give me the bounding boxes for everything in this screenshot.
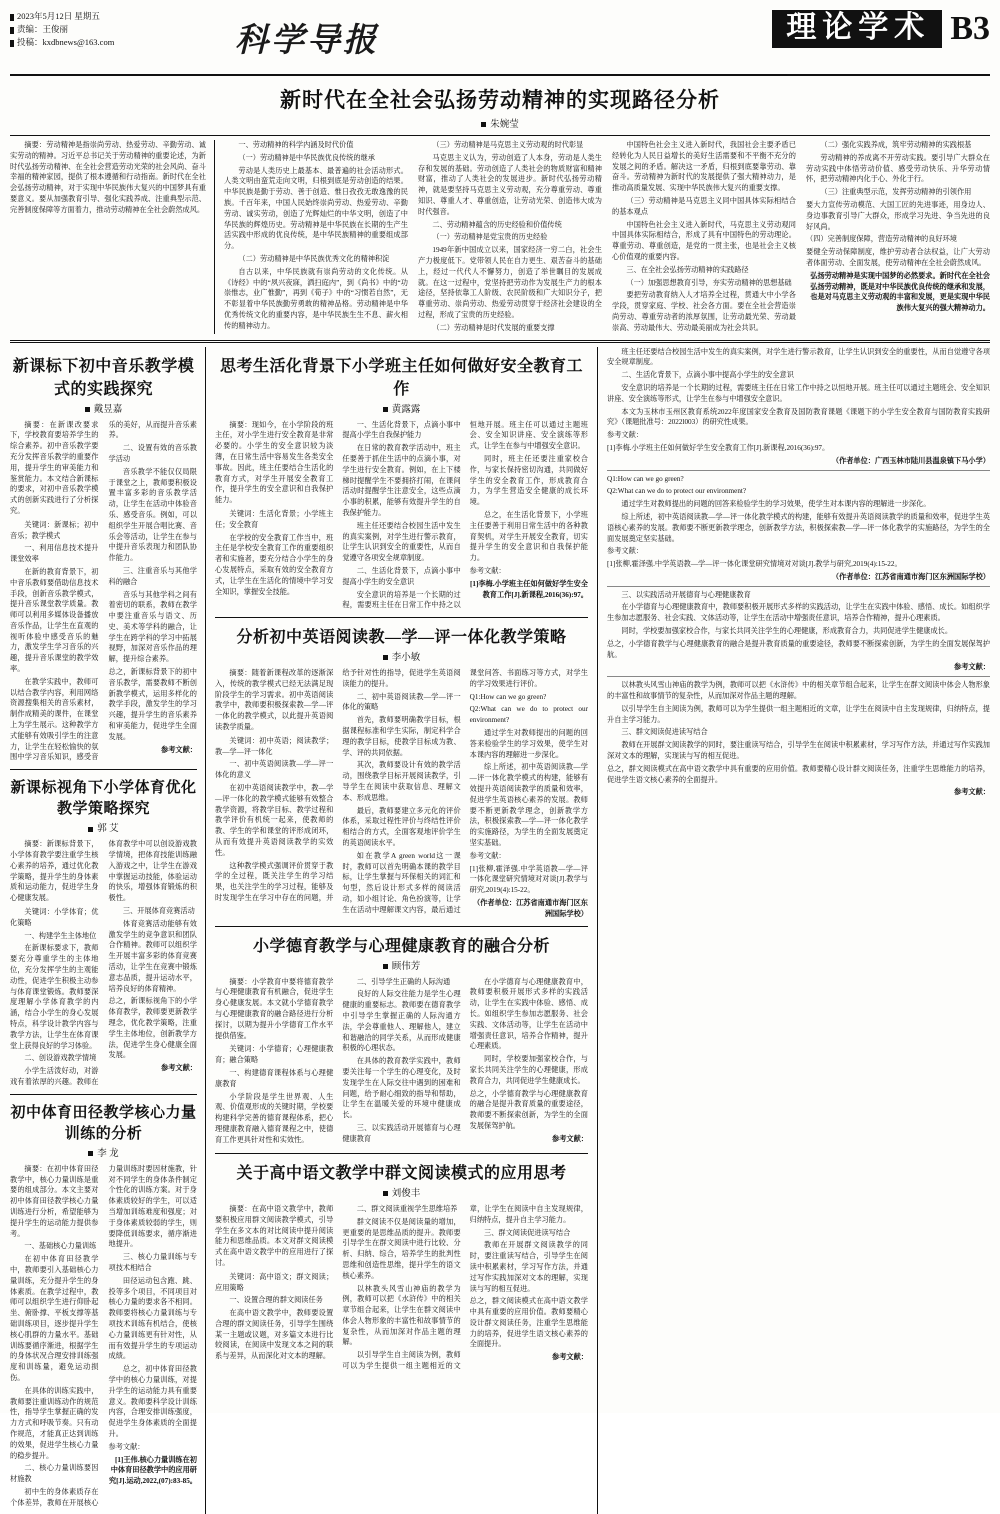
square-icon: [383, 407, 388, 412]
article-unit: 参考文献：: [552, 1134, 588, 1143]
article-title: 新课标视角下小学体育优化教学策略探究: [10, 780, 197, 818]
lead-p: 要把劳动教育纳入人才培养全过程，贯通大中小学各学段，贯穿家庭、学校、社会各方面。要在全社会营造崇尚劳动、尊重劳动者的浓厚氛围，让劳动最光荣、劳动最崇高、劳动最伟大、劳动最美丽成为社会共识。: [612, 291, 796, 332]
lead-p: （二）强化实践养成，筑牢劳动精神的实践根基: [820, 141, 972, 149]
lead-abstract-text: 摘要：劳动精神是指崇尚劳动、热爱劳动、辛勤劳动、诚实劳动的精神。习近平总书记关于劳动精神的重要论述，为新时代弘扬劳动精神、在全社会营造劳动光荣的社会风尚、奋斗幸福的精神家园，提供了根本遵循和行动指南。新时代在全社会弘扬劳动精神，对于实现中华民族伟大复兴的中国梦具有重要意义。要从加强教育引导、强化实践养成、注重典型示范、完善制度保障等方面着力，推动劳动精神在全社会蔚然成风。: [10, 141, 206, 214]
article-title: 新课标下初中音乐教学模式的实践探究: [12, 357, 195, 398]
article-p: 班主任还要结合校园生活中发生的真实案例，对学生进行警示教育，让学生认识到安全的重要性，从而自觉遵守各项安全规章制度。: [342, 521, 461, 563]
lead-p: 劳动精神的养成离不开劳动实践。要引导广大群众在劳动实践中体悟劳动价值、感受劳动快乐、升华劳动情怀，把劳动精神内化于心、外化于行。: [806, 153, 990, 184]
article-abstract: 摘要：新课标背景下，小学体育教学要注重学生核心素养的培养，通过优化教学策略，提升学生的身体素质和运动能力，促进学生身心健康发展。: [10, 840, 99, 903]
article-keywords: 关键词：高中语文；群文阅读；应用策略: [215, 1272, 334, 1292]
overflow-p: 综上所述，初中英语阅读教—学—评一体化教学模式的构建，能够有效提升英语阅读教学的质量和效率，促进学生英语核心素养的发展。教师要不断更新教学理念，创新教学方法，积极探索教—学—评一体化教学的实施路径，为学生的全面发展奠定坚实基础。: [607, 512, 990, 543]
article-p: 良好的人际交往能力是学生心理健康的重要标志。教师要在德育教学中引导学生掌握正确的人际沟通方法，学会尊重他人、理解他人，建立和谐融洽的同学关系，从而形成健康积极的心理状态。: [342, 990, 461, 1053]
lead-p: （一）加强思想教育引导，夯实劳动精神的思想基础: [626, 278, 792, 287]
lead-article-byline: [10, 116, 990, 130]
article-reference: [1]李梅.小学班主任如何做好学生安全教育工作[J].新课程,2016(36):97。: [607, 443, 830, 452]
article-body: [215, 977, 588, 1147]
square-icon: [383, 655, 388, 660]
paper-name: 科学导报: [235, 23, 379, 59]
lead-article-title: 新时代在全社会弘扬劳动精神的实现路径分析: [280, 88, 720, 112]
overflow-p: 同时，学校要加强家校合作，与家长共同关注学生的心理健康，形成教育合力，共同促进学生健康成长。: [621, 627, 953, 636]
article-p: 总之，初中体育田径教学中的核心力量训练，对提升学生的运动能力具有重要意义。教师要科学设计训练内容，合理安排训练强度，促进学生身体素质的全面提升。: [108, 1365, 197, 1438]
article-keywords: 关键词：新课标；初中音乐；教学模式: [10, 520, 99, 540]
article-p: 在具体的训练实践中，教师要注重训练动作的规范性，指导学生掌握正确的发力方式和呼吸节奏。只有动作规范，才能真正达到训练的效果，促进学生核心力量的稳步提升。: [10, 1386, 99, 1460]
article-abstract: 摘要：现如今，在小学阶段的班主任，对小学生进行安全教育是非常必要的。小学生的安全意识较为淡薄，在日常生活中容易发生各类安全事故。因此，班主任要结合生活化的教育方式，对学生开展安全教育工作，提升学生的安全意识和自我保护能力。: [215, 420, 334, 505]
lead-p: 一、劳动精神的科学内涵及时代价值: [238, 141, 354, 149]
section-badge: 理论学术: [772, 10, 942, 48]
article-reference: 参考文献：: [607, 547, 643, 556]
square-icon: [85, 407, 90, 412]
bullet-icon: [10, 14, 14, 21]
article-byline: [10, 1145, 197, 1159]
article-music: [10, 353, 197, 764]
article-byline: [215, 649, 588, 663]
lead-p: 三、在全社会弘扬劳动精神的实践路径: [626, 265, 749, 274]
article-unit: 参考文献：: [161, 1064, 197, 1073]
lead-body: [224, 140, 990, 334]
divider: [10, 340, 990, 343]
article-reference: 参考文献：: [108, 1442, 145, 1451]
article-unit: [1]王伟.核心力量训练在初中体育田径教学中的应用研究[J].运动,2022,(07):83-85。: [108, 1455, 197, 1486]
article-p: 一、生活化背景下，点滴小事中提高小学生自我保护能力: [342, 420, 461, 440]
article-byline: [215, 958, 588, 972]
article-title: 思考生活化背景下小学班主任如何做好安全教育工作: [219, 357, 583, 398]
overflow-question: Q2:What can we do to protect our environment?: [607, 487, 747, 496]
article-p: 在教学实践中，教师可以结合教学内容，利用网络资源搜集相关的音乐素材，制作成精美的课件，在课堂上为学生展示。这种教学方式能够有效吸引学生的注意力，让学生在轻松愉快的氛围中学习音乐知识，感受音乐的美好，从而提升音乐素养。: [10, 420, 197, 762]
article-p: 在具体的教育教学实践中，教师要关注每一个学生的心理变化，及时发现学生在人际交往中遇到的困难和问题，给予耐心细致的指导和帮助，让学生在温暖关爱的环境中健康成长。: [342, 1057, 461, 1120]
overflow-question: Q1:How can we go green?: [607, 474, 684, 483]
lead-reference: （四）完善制度保障，营造劳动精神的良好环境: [806, 235, 957, 244]
overflow-p: 教师在开展群文阅读教学的同时，要注重读写结合，引导学生在阅读中积累素材，学习写作方法，并通过写作实践加深对文本的理解，实现读与写的相互促进。: [607, 741, 990, 761]
article-p: 这种教学模式强调评价贯穿于教学的全过程，既关注学生的学习结果，也关注学生的学习过程，能够及时发现学生在学习中存在的问题，并给予针对性的指导，促进学生英语阅读能力的提升。: [215, 669, 461, 903]
article-p: 以引导学生自主阅读为例，教师可以为学生提供一组主题相近的文章，让学生在阅读中自主发现规律，归纳特点，提升自主学习能力。: [342, 1204, 588, 1371]
article-p: 体育竞赛活动能够有效激发学生的竞争意识和团队合作精神。教师可以组织学生开展丰富多彩的体育竞赛活动，让学生在竞赛中锻炼意志品质，提升运动水平，培养良好的体育精神。: [108, 919, 197, 993]
article-p: 综上所述，初中英语阅读教—学—评一体化教学模式的构建，能够有效提升英语阅读教学的质量和效率，促进学生英语核心素养的发展。教师要不断更新教学理念，创新教学方法，积极探索教—学—评一体化教学的实施路径，为学生的全面发展奠定坚实基础。: [469, 763, 588, 848]
masthead-info: [10, 8, 215, 50]
article-reference: 参考文献：: [607, 431, 643, 440]
article-byline: [10, 401, 197, 415]
masthead: [10, 8, 990, 76]
article-reference: 总之，小学德育教学与心理健康教育的融合是提升教育质量的重要途径，教师要不断探索创新，为学生的全面发展保驾护航。: [469, 1089, 588, 1130]
article-author: 顾伟芳: [391, 961, 421, 972]
article-author: 李小敏: [391, 653, 421, 664]
article-safety: [215, 353, 588, 612]
square-icon: [383, 964, 388, 969]
lead-p: 马克思主义认为，劳动创造了人本身，劳动是人类生存和发展的基础。劳动创造了人类社会的物质财富和精神财富，推动了人类社会的发展进步。新时代弘扬劳动精神，就是要坚持马克思主义劳动观，充分尊重劳动、尊重知识、尊重人才、尊重创造，让劳动光荣、创造伟大成为时代强音。: [418, 153, 602, 216]
article-p: 在日常的教育教学活动中，班主任要善于抓住生活中的点滴小事，对学生进行安全教育。例如，在上下楼梯时提醒学生不要拥挤打闹，在课间活动时提醒学生注意安全，这些点滴小事的积累，能够有效提升学生的自我保护能力。: [342, 444, 461, 517]
divider: [10, 769, 197, 770]
lead-article-author: 朱婉莹: [490, 120, 519, 130]
lead-p: （二）劳动精神是中华民族优秀文化的精神积淀: [238, 254, 390, 263]
lead-p: （一）劳动精神是中华民族优良传统的继承: [238, 153, 375, 162]
lead-p: （一）劳动精神是党宝贵的历史经验: [432, 233, 548, 242]
article-author: 黄露露: [391, 404, 421, 415]
article-unit: 参考文献：: [161, 745, 197, 754]
lead-unit: 弘扬劳动精神是实现中国梦的必然要求。新时代在全社会弘扬劳动精神，既是对中华民族优良传统的继承和发展，也是对马克思主义劳动观的丰富和发展，更是实现中华民族伟大复兴的强大精神动力。: [810, 271, 990, 313]
article-title: 分析初中英语阅读教—学—评一体化教学策略: [236, 629, 567, 647]
overflow-p: 安全意识的培养是一个长期的过程，需要班主任在日常工作中持之以恒地开展。班主任可以通过主题班会、安全知识讲座、安全演练等形式，让学生在参与中增强安全意识。: [607, 383, 990, 403]
article-p: 首先，教师要明确教学目标，根据课程标准和学生实际，制定科学合理的教学目标，使教学目标成为教、学、评的共同依据。: [342, 716, 461, 757]
article-title: 初中体育田径教学核心力量训练的分析: [10, 1104, 197, 1142]
lead-p: （三）注重典型示范，发挥劳动精神的引领作用: [820, 188, 972, 197]
article-p: 二、初中英语阅读教—学—评一体化的策略: [342, 692, 461, 712]
lead-abstract: [10, 140, 206, 216]
editor-name: 责编：王俊丽: [17, 24, 69, 35]
lead-reference: 要大力宣传劳动模范、大国工匠的先进事迹，用身边人、身边事教育引导广大群众，形成学习先进、争当先进的良好风尚。: [806, 200, 990, 231]
lead-p: 中国特色社会主义进入新时代，马克思主义劳动观同中国具体实际相结合，形成了具有中国特色的劳动理论。尊重劳动、尊重创造，是党的一贯主张，也是社会主义核心价值观的重要内容。: [612, 220, 796, 261]
article-p: 教师在开展群文阅读教学的同时，要注重读写结合，引导学生在阅读中积累素材，学习写作方法，并通过写作实践加深对文本的理解，实现读与写的相互促进。: [469, 1241, 588, 1293]
lead-p: 自古以来，中华民族就有崇尚劳动的文化传统。从《诗经》中的“夙兴夜寐，洒扫庭内”，到《尚书》中的“功崇惟志，业广惟勤”，再到《荀子》中的“习惯若自然”，无不彰显着中华民族勤劳勇敢的精神品格。劳动精神是中华优秀传统文化的重要内容，是中华民族生生不息、薪火相传的精神动力。: [224, 267, 408, 330]
article-p: 一、基础核心力量训练: [24, 1242, 97, 1251]
article-p: 在初中体育田径教学中，教师要引入基础核心力量训练，充分提升学生的身体素质。在教学过程中，教师可以组织学生进行仰卧起坐、俯卧撑、平板支撑等基础训练项目，逐步提升学生核心肌群的力量水平。基础训练要循序渐进，根据学生的身体状况合理安排训练强度和训练量，避免运动损伤。: [10, 1255, 99, 1382]
article-p: 总之，在生活化背景下，小学班主任要善于利用日常生活中的各种教育契机，对学生开展安全教育，切实提升学生的安全意识和自我保护能力。: [469, 510, 588, 563]
lead-article-wrap: [10, 140, 990, 334]
article-title: 关于高中语文教学中群文阅读模式的应用思考: [236, 1164, 567, 1182]
article-unit: （作者单位：江苏省南通市海门区东洲国际学校）: [831, 572, 990, 581]
article-pe-strategy: [10, 776, 197, 1088]
column-right-overflow: [607, 347, 990, 801]
column-left: [10, 347, 206, 1514]
article-p: 二、引导学生正确的人际沟通: [356, 977, 451, 986]
article-abstract: 摘要：在高中语文教学中，教师要积极应用群文阅读教学模式，引导学生在多文本的对比阅读中提升阅读能力和思维品质。本文对群文阅读模式在高中语文教学中的应用进行了探讨。: [215, 1204, 334, 1267]
article-p: 其次，教师要设计有效的教学活动，围绕教学目标开展阅读教学，引导学生在阅读中获取信息、理解文本、形成思维。: [342, 761, 461, 802]
article-author: 刘俊丰: [391, 1188, 421, 1199]
article-author: 戴昱嘉: [93, 404, 123, 415]
lead-p: 二、劳动精神蕴含的历史经验和价值传统: [432, 220, 562, 229]
square-icon: [383, 1191, 388, 1196]
article-p: 一、构建学生主体地位: [24, 931, 97, 940]
article-reference: 参考文献：: [469, 566, 506, 575]
article-unit: 参考文献：: [552, 1353, 588, 1362]
article-byline: [215, 1185, 588, 1199]
article-title: 小学德育教学与心理健康教育的融合分析: [252, 937, 550, 955]
article-reference: 总之，小学德育教学与心理健康教育的融合是提升教育质量的重要途径，教师要不断探索创新，为学生的全面发展保驾护航。: [607, 639, 990, 659]
article-p: 一、构建德育课程体系与心理健康教育: [215, 1069, 334, 1088]
article-p: 二、设置有效的音乐教学活动: [108, 444, 197, 463]
column-middle: [206, 347, 598, 1514]
article-body: [10, 420, 197, 764]
article-p: 一、利用信息技术提升课堂效率: [10, 544, 99, 564]
article-english: [215, 624, 588, 920]
article-keywords: 关键词：初中英语；阅读教学；教—学—评一体化: [215, 736, 334, 756]
article-p: 初中生的身体素质存在个体差异，教师在开展核心力量训练时要因材施教，针对不同学生的身体条件制定个性化的训练方案。对于身体素质较好的学生，可以适当增加训练难度和强度；对于身体素质较弱的学生，则要降低训练要求，循序渐进地提升。: [10, 1164, 197, 1507]
article-p: 在学校的安全教育工作当中，班主任是学校安全教育工作的重要组织者和实施者，要充分结合小学生的身心发展特点，采取有效的安全教育方式，让学生在生活化的情境中学习安全知识，掌握安全技能。: [215, 533, 334, 596]
overflow-p: 三、群文阅读促进读写结合: [621, 728, 708, 737]
lead-reference: 要健全劳动保障制度，维护劳动者合法权益，让广大劳动者体面劳动、全面发展，使劳动精神在全社会蔚然成风。: [806, 248, 990, 267]
lead-p: （三）劳动精神是马克思主义同中国具体实际相结合的基本观点: [612, 196, 796, 216]
article-moral: [215, 933, 588, 1147]
article-body: [10, 1164, 197, 1509]
publish-date: 2023年5月12日 星期五: [17, 11, 100, 21]
divider: [10, 1094, 197, 1095]
editor-row: [10, 23, 215, 36]
lead-p: （二）劳动精神是时代发展的重要支撑: [432, 323, 555, 332]
divider: [215, 1153, 588, 1154]
article-unit: [1]李梅.小学班主任如何做好学生安全教育工作[J].新课程,2016(36):97。: [469, 579, 588, 599]
overflow-p: 三、以实践活动开展德育与心理健康教育: [621, 590, 751, 599]
article-p: 音乐与其他学科之间有着密切的联系，教师在教学中要注重音乐与语文、历史、美术等学科的融合，让学生在跨学科的学习中拓展视野，加深对音乐作品的理解，提升综合素养。: [108, 590, 197, 664]
article-p: 以林教头风雪山神庙的教学为例，教师可以把《水浒传》中的相关章节组合起来，让学生在群文阅读中体会人物形象的丰富性和故事情节的复杂性，从而加深对作品主题的理解。: [342, 1284, 461, 1347]
article-p: 三、注重音乐与其他学科的融合: [108, 566, 197, 586]
project-note: 本文为玉林市玉州区教育系统2022年度国家安全教育及国防教育课题《课题下的小学生安全教育与国防教育实践研究》（课题批准号：2022l003）的研究性成果。: [607, 407, 990, 427]
articles-grid: [10, 347, 990, 1514]
article-author: 李 龙: [97, 1148, 119, 1159]
article-reference: [1]张柳,霍泽强.中学英语教—学—评一体化课堂研究情境对对谈[J].教学与研究,2019(4):15-22。: [469, 864, 588, 895]
article-abstract: 摘要：随着新课程改革的逐渐深入，传统的教学模式已经无法满足现阶段学生的学习需求。初中英语阅读教学中，教师要积极探索教—学—评一体化的教学模式，以此提升英语阅读教学质量。: [215, 669, 334, 732]
article-p: 如在教学A green world这一课时，教师可以首先明确本课的教学目标，让学生掌握与环保相关的词汇和句型，然后设计形式多样的阅读活动，如小组讨论、角色扮演等，让学生在活动中理解课文内容，最后通过课堂问答、书面练习等方式，对学生的学习效果进行评价。: [342, 669, 588, 914]
article-reference: 总之，群文阅读模式在高中语文教学中具有重要的应用价值。教师要精心设计群文阅读任务，注重学生思维能力的培养，促进学生语文核心素养的全面提升。: [469, 1297, 588, 1349]
overflow-p: 以林教头风雪山神庙的教学为例，教师可以把《水浒传》中的相关章节组合起来，让学生在群文阅读中体会人物形象的丰富性和故事情节的复杂性，从而加深对作品主题的理解。: [607, 681, 990, 701]
article-reference: 总之，群文阅读模式在高中语文教学中具有重要的应用价值。教师要精心设计群文阅读任务，注重学生思维能力的培养，促进学生语文核心素养的全面提升。: [607, 764, 990, 784]
article-p: 安全意识的培养是一个长期的过程，需要班主任在日常工作中持之以恒地开展。班主任可以通过主题班会、安全知识讲座、安全演练等形式，让学生在参与中增强安全意识。: [342, 420, 588, 610]
lead-abstract-column: [10, 140, 215, 334]
article-abstract: 摘要：小学教育中要将德育教学与心理健康教育有机融合，促进学生身心健康发展。本文就小学德育教学与心理健康教育的融合路径进行分析探讨，以期为提升小学德育工作水平提供借鉴。: [215, 977, 334, 1040]
lead-p: （三）劳动精神是马克思主义劳动观的时代彰显: [432, 141, 584, 149]
article-question: Q2:What can we do to protect our environment?: [469, 705, 588, 725]
article-p: 通过学生对教师提出的问题的回答来检验学生的学习效果，使学生对本课内容的理解进一步深化。: [469, 729, 588, 759]
article-p: 三、开展体育竞赛活动: [122, 907, 195, 916]
column-right: [598, 347, 990, 1514]
article-body: [215, 420, 588, 612]
section-area: [772, 8, 990, 48]
article-body: [10, 839, 197, 1088]
lead-body-column: [215, 140, 990, 334]
article-p: 一、设置合理的群文阅读任务: [229, 1296, 323, 1305]
overflow-p: 在小学德育与心理健康教育中，教师要积极开展形式多样的实践活动，让学生在实践中体验、感悟、成长。如组织学生参加志愿服务、社会实践、文体活动等，让学生在活动中增强责任意识，培养合作精神，提升心理素质。: [607, 603, 990, 623]
overflow-p: 通过学生对教师提出的问题的回答来检验学生的学习效果，使学生对本课内容的理解进一步深化。: [621, 500, 931, 509]
email-row: [10, 36, 215, 49]
divider: [607, 676, 990, 677]
square-icon: [88, 827, 93, 832]
article-p: 三、核心力量训练与专项技术相结合: [108, 1253, 197, 1272]
article-p: 音乐教学不能仅仅局限于课堂之上，教师要积极设置丰富多彩的音乐教学活动，让学生在活动中体验音乐、感受音乐。例如，可以组织学生开展合唱比赛、音乐会等活动，让学生在参与中提升音乐表现力和团队协作能力。: [108, 467, 197, 563]
page-number: B3: [950, 10, 990, 47]
divider: [215, 926, 588, 927]
article-p: 在小学德育与心理健康教育中，教师要积极开展形式多样的实践活动，让学生在实践中体验、感悟、成长。如组织学生参加志愿服务、社会实践、文体活动等，让学生在活动中增强责任意识，培养合作精神，提升心理素质。: [469, 977, 588, 1051]
article-unit: （作者单位：江苏省南通市海门区东洲国际学校）: [472, 899, 588, 918]
article-chinese: [215, 1160, 588, 1372]
article-p: 二、核心力量训练要因材施教: [10, 1464, 99, 1484]
article-keywords: 关键词：小学体育；优化策略: [10, 908, 99, 927]
overflow-p: 二、生活化背景下，点滴小事中提高小学生的安全意识: [621, 371, 794, 380]
article-unit: 参考文献：: [954, 788, 990, 797]
article-p: 二、创设游戏教学情境: [24, 1054, 97, 1063]
article-p: 三、群文阅读促进读写结合: [484, 1228, 571, 1237]
article-reference: 参考文献：: [469, 851, 506, 860]
bullet-icon: [10, 27, 14, 34]
article-p: 三、以实践活动开展德育与心理健康教育: [342, 1123, 461, 1143]
lead-p: 中国特色社会主义进入新时代，我国社会主要矛盾已经转化为人民日益增长的美好生活需要和不平衡不充分的发展之间的矛盾。解决这一矛盾，归根到底要靠劳动、靠奋斗。劳动精神为新时代的发展提供了强大精神动力，是推动高质量发展、实现中华民族伟大复兴的重要支撑。: [612, 141, 796, 193]
article-p: 二、生活化背景下，点滴小事中提高小学生的安全意识: [342, 566, 461, 586]
overflow-p: 班主任还要结合校园生活中发生的真实案例，对学生进行警示教育，让学生认识到安全的重要性，从而自觉遵守各项安全规章制度。: [607, 347, 990, 367]
article-p: 小学生活泼好动，对游戏有着浓厚的兴趣。教师在体育教学中可以创设游戏教学情境，把体育技能训练融入游戏之中，让学生在游戏中掌握运动技能，体验运动的快乐，增强体育锻炼的积极性。: [10, 840, 197, 1086]
bullet-icon: [10, 40, 14, 47]
article-p: 小学阶段是学生世界观、人生观、价值观形成的关键时期，学校要构建科学完善的德育课程体系，把心理健康教育融入德育课程之中，使德育工作更具针对性和实效性。: [215, 1092, 334, 1144]
article-p: 在新的教育背景下，初中音乐教师要借助信息技术手段，创新音乐教学模式，提升音乐课堂教学质量。教师可以利用多媒体设备播放音乐作品，让学生在直观的视听体验中感受音乐的魅力，激发学生学习音乐的兴趣，提升音乐课堂的教学效率。: [10, 567, 99, 674]
article-p: 二、群文阅读重视学生思维培养: [356, 1204, 458, 1213]
square-icon: [88, 1151, 93, 1156]
article-abstract: 摘要：在初中体育田径教学中，核心力量训练是重要的组成部分。本文主要对初中体育田径教学核心力量训练进行分析，希望能够为提升学生的运动能力提供参考。: [10, 1164, 99, 1238]
paper-title-area: [215, 8, 772, 61]
overflow-p: 以引导学生自主阅读为例，教师可以为学生提供一组主题相近的文章，让学生在阅读中自主发现规律，归纳特点，提升自主学习能力。: [607, 704, 990, 724]
article-p: 在高中语文教学中，教师要设置合理的群文阅读任务，引导学生围绕某一主题或议题，对多篇文本进行比较阅读，在阅读中发现文本之间的联系与差异，从而深化对文本的理解。: [215, 1309, 334, 1361]
article-byline: [215, 401, 588, 415]
article-p: 同时，学校要加强家校合作，与家长共同关注学生的心理健康，形成教育合力，共同促进学生健康成长。: [469, 1055, 588, 1085]
article-keywords: 关键词：小学德育；心理健康教育；融合策略: [215, 1045, 334, 1065]
article-p: 在初中英语阅读教学中，教—学—评一体化的教学模式能够有效整合教学资源，将教学目标、教学过程和教学评价有机统一起来，使教师的教、学生的学和课堂的评形成闭环，从而有效提升英语阅读教学的实效性。: [215, 784, 334, 857]
article-abstract: 摘要：在新课改要求下，学校教育要培养学生的综合素养。初中音乐教学要充分发挥音乐教学的重要作用，提升学生的审美能力和鉴赏能力。本文结合新课标的要求，对初中音乐教学模式的创新实践进行了分析探究。: [10, 420, 99, 515]
article-unit: 参考文献：: [954, 663, 990, 672]
article-reference: [1]张柳,霍泽强.中学英语教—学—评一体化课堂研究情境对对谈[J].教学与研究,2019(4):15-22。: [607, 560, 902, 569]
article-question: Q1:How can we go green?: [469, 692, 547, 701]
article-p: 最后，教师要建立多元化的评价体系，采取过程性评价与终结性评价相结合的方式，全面客观地评价学生的英语阅读水平。: [342, 806, 461, 848]
lead-p: 1949年新中国成立以来，国家经济一穷二白，社会生产力极度低下。党带领人民在自力更生、艰苦奋斗的基础上，经过一代代人不懈努力，创造了举世瞩目的发展成就。在这一过程中，党坚持把劳动作为发展生产力的根本途径，坚持依靠工人阶级、农民阶级和广大知识分子，把尊重劳动、崇尚劳动、热爱劳动贯穿于经济社会建设的全过程，形成了宝贵的历史经验。: [418, 246, 602, 319]
article-p: 田径运动包含跑、跳、投等多个项目，不同项目对核心力量的要求各不相同。教师要将核心力量训练与专项技术训练有机结合，使核心力量训练更有针对性，从而有效提升学生的专项运动成绩。: [108, 1276, 197, 1361]
divider: [10, 135, 990, 136]
article-pe-core: [10, 1101, 197, 1509]
article-author: 郭 艾: [97, 824, 119, 835]
submission-email: 投稿：kxdbnews@163.com: [17, 37, 115, 48]
divider: [607, 586, 990, 587]
square-icon: [481, 122, 486, 127]
article-keywords: 关键词：生活化背景；小学班主任；安全教育: [215, 509, 334, 529]
article-reference: 总之，新课标视角下的小学体育教学，教师要更新教学理念，优化教学策略，注重学生主体地位，创新教学方法，促进学生身心健康全面发展。: [108, 997, 197, 1060]
divider: [215, 617, 588, 618]
article-byline: [10, 820, 197, 834]
article-p: 同时，班主任还要注重家校合作，与家长保持密切沟通，共同做好学生的安全教育工作，形成教育合力，为学生营造安全健康的成长环境。: [469, 454, 588, 507]
article-p: 在新课标要求下，教师要充分尊重学生的主体地位，充分发挥学生的主观能动性，促进学生积极主动参与体育课堂锻炼。教师要深度理解小学体育教学的内涵，结合小学生的身心发展特点，科学设计教学内容与教学方法，让学生在体育课堂上获得良好的学习体验。: [10, 944, 99, 1050]
article-p: 一、初中英语阅读教—学—评一体化的意义: [215, 760, 334, 780]
publish-date-row: [10, 10, 215, 23]
article-body: [215, 1204, 588, 1372]
article-p: 群文阅读不仅是阅读量的增加，更重要的是思维品质的提升。教师要引导学生在群文阅读中进行比较、分析、归纳、综合，培养学生的批判性思维和创造性思维，提升学生的语文核心素养。: [342, 1217, 461, 1280]
lead-p: 劳动是人类历史上最基本、最普遍的社会活动形式。人类文明由蛮荒走向文明，归根到底是劳动创造的结果。中华民族是勤于劳动、善于创造、惟日孜孜无敢逸豫的民族。千百年来，中国人民始终崇尚劳动、热爱劳动、辛勤劳动、诚实劳动，创造了光辉灿烂的中华文明，创造了中华民族的辉煌历史。劳动精神是中华民族在长期的生产生活实践中形成的优良传统，是中华民族精神的重要组成部分。: [224, 166, 408, 251]
divider: [607, 470, 990, 471]
article-unit: （作者单位：广西玉林市陆川县温泉镇下马小学）: [831, 456, 990, 465]
article-reference: 总之，新课标背景下的初中音乐教学，需要教师不断创新教学模式，运用多样化的教学手段，激发学生的学习兴趣，提升学生的音乐素养和审美能力，促进学生全面发展。: [108, 668, 197, 741]
article-body: [215, 668, 588, 920]
